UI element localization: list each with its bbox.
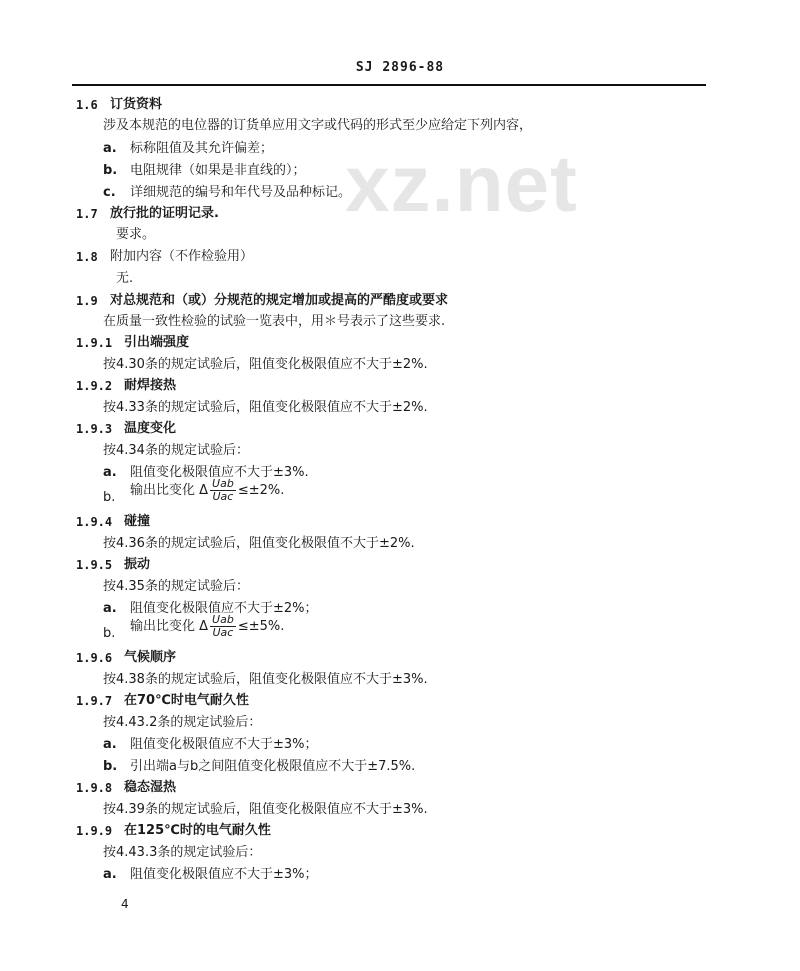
- list-marker: b.: [103, 163, 118, 178]
- section-title: 耐焊接热: [124, 378, 177, 393]
- fraction-denominator: Uac: [212, 626, 234, 639]
- section-title: 附加内容（不作检验用）: [110, 249, 254, 264]
- list-marker: a.: [103, 141, 117, 156]
- list-item: 详细规范的编号和年代号及品种标记。: [130, 185, 352, 200]
- list-marker: b.: [103, 759, 118, 774]
- list-marker: b.: [103, 490, 116, 505]
- formula-suffix: ≤±5%.: [237, 619, 285, 634]
- list-item: 引出端a与b之间阻值变化极限值应不大于±7.5%.: [130, 759, 416, 774]
- paragraph: 按4.43.3条的规定试验后：: [103, 845, 262, 860]
- list-marker: b.: [103, 626, 116, 641]
- paragraph: 无.: [116, 271, 134, 286]
- list-item: 阻值变化极限值应不大于±3%；: [130, 867, 318, 882]
- section-title: 在70℃时电气耐久性: [124, 693, 249, 708]
- list-marker: c.: [103, 185, 116, 200]
- paragraph: 按4.35条的规定试验后：: [103, 579, 249, 594]
- document-header-code: SJ 2896-88: [355, 60, 445, 75]
- section-number: 1.9.1: [76, 336, 113, 350]
- paragraph: 按4.33条的规定试验后，阻值变化极限值应不大于±2%.: [103, 400, 428, 415]
- section-number: 1.9: [76, 294, 98, 308]
- fraction-numerator: Uab: [212, 613, 234, 626]
- formula-line: [130, 614, 284, 639]
- section-number: 1.9.8: [76, 781, 113, 795]
- paragraph: 在质量一致性检验的试验一览表中，用＊号表示了这些要求.: [103, 314, 446, 329]
- list-item: 标称阻值及其允许偏差；: [130, 141, 274, 156]
- output-ratio-fraction: [210, 478, 236, 503]
- section-title: 稳态湿热: [124, 780, 177, 795]
- list-item: 阻值变化极限值应不大于±2%；: [130, 601, 318, 616]
- section-number: 1.9.2: [76, 379, 113, 393]
- section-title: 振动: [124, 557, 151, 572]
- section-title: 订货资料: [110, 97, 163, 112]
- section-number: 1.8: [76, 250, 98, 264]
- paragraph: 按4.34条的规定试验后：: [103, 443, 249, 458]
- paragraph: 按4.43.2条的规定试验后：: [103, 715, 262, 730]
- list-item: 电阻规律（如果是非直线的）；: [130, 163, 306, 178]
- formula-line: [130, 478, 284, 503]
- paragraph: 按4.38条的规定试验后，阻值变化极限值应不大于±3%.: [103, 672, 428, 687]
- section-number: 1.9.9: [76, 824, 113, 838]
- paragraph: 按4.39条的规定试验后，阻值变化极限值应不大于±3%.: [103, 802, 428, 817]
- paragraph: 按4.36条的规定试验后，阻值变化极限值不大于±2%.: [103, 536, 415, 551]
- list-marker: a.: [103, 465, 117, 480]
- section-number: 1.9.6: [76, 651, 113, 665]
- formula-prefix: 输出比变化 Δ: [130, 483, 209, 498]
- section-title: 对总规范和（或）分规范的规定增加或提高的严酷度或要求: [110, 293, 449, 308]
- page-number: 4: [121, 897, 129, 911]
- paragraph: 按4.30条的规定试验后，阻值变化极限值应不大于±2%.: [103, 357, 428, 372]
- section-title: 在125℃时的电气耐久性: [124, 823, 271, 838]
- header-rule: [72, 84, 706, 86]
- section-title: 引出端强度: [124, 335, 190, 350]
- formula-suffix: ≤±2%.: [237, 483, 285, 498]
- section-title: 碰撞: [124, 514, 151, 529]
- list-item: 阻值变化极限值应不大于±3%；: [130, 737, 318, 752]
- formula-prefix: 输出比变化 Δ: [130, 619, 209, 634]
- list-marker: a.: [103, 867, 117, 882]
- list-item: 阻值变化极限值应不大于±3%.: [130, 465, 309, 480]
- fraction-numerator: Uab: [212, 477, 234, 490]
- section-number: 1.6: [76, 98, 98, 112]
- list-marker: a.: [103, 737, 117, 752]
- section-number: 1.9.5: [76, 558, 113, 572]
- output-ratio-fraction: [210, 614, 236, 639]
- list-marker: a.: [103, 601, 117, 616]
- paragraph: 涉及本规范的电位器的订货单应用文字或代码的形式至少应给定下列内容，: [103, 118, 533, 133]
- section-number: 1.9.4: [76, 515, 113, 529]
- section-number: 1.9.3: [76, 422, 113, 436]
- section-title: 气候顺序: [124, 650, 177, 665]
- section-title: 温度变化: [124, 421, 177, 436]
- fraction-denominator: Uac: [212, 490, 234, 503]
- paragraph: 要求。: [116, 227, 156, 242]
- section-number: 1.7: [76, 207, 98, 221]
- section-number: 1.9.7: [76, 694, 113, 708]
- watermark-text: xz.net: [345, 139, 578, 228]
- section-title: 放行批的证明记录.: [110, 206, 219, 221]
